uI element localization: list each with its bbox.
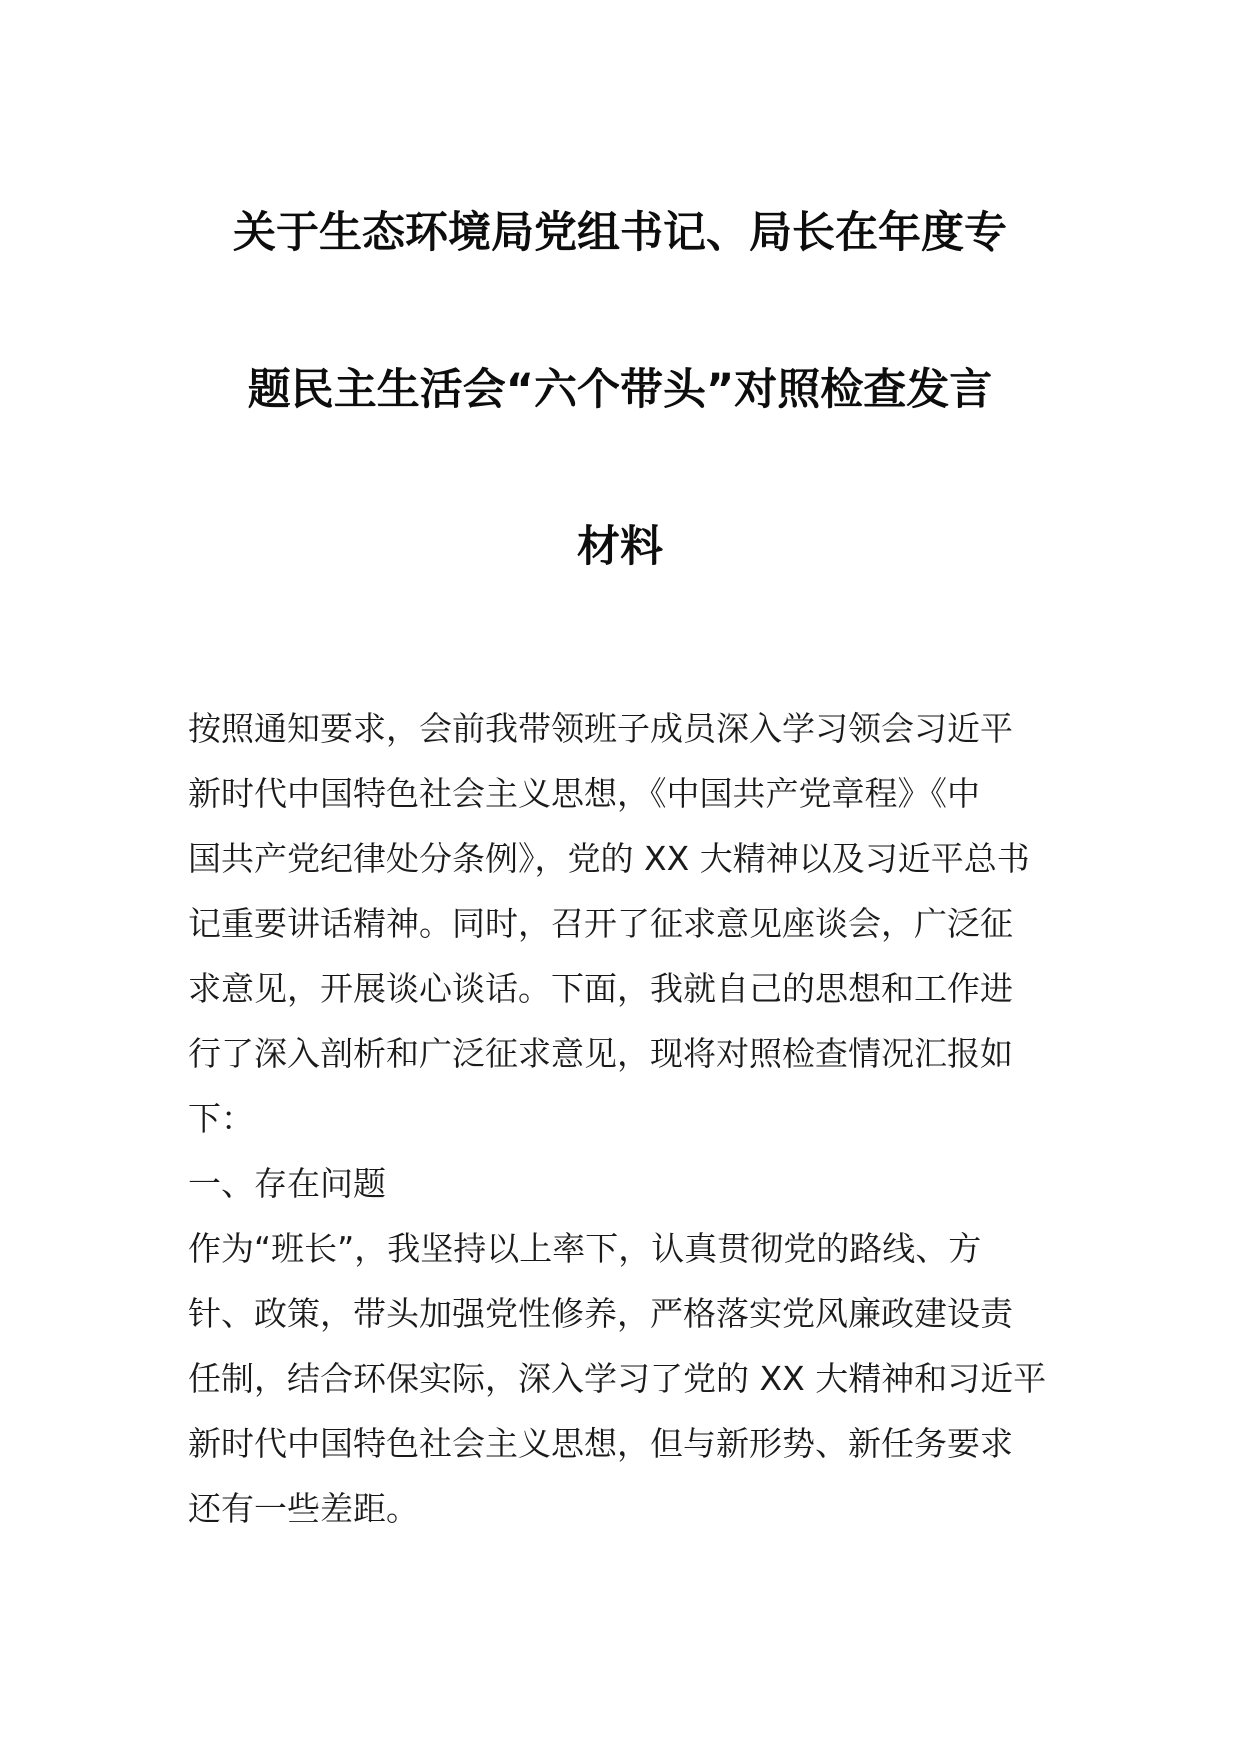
paragraph-line: 新时代中国特色社会主义思想，但与新形势、新任务要求 bbox=[188, 1424, 1013, 1463]
paragraph-line: 下： bbox=[188, 1099, 254, 1138]
paragraph-line: 针、政策，带头加强党性修养，严格落实党风廉政建设责 bbox=[188, 1294, 1013, 1333]
paragraph-line: 记重要讲话精神。同时，召开了征求意见座谈会，广泛征 bbox=[188, 904, 1013, 943]
document-title-line-3: 材料 bbox=[577, 522, 663, 572]
paragraph-line: 行了深入剖析和广泛征求意见，现将对照检查情况汇报如 bbox=[188, 1034, 1013, 1073]
document-title-line-2: 题民主生活会“六个带头”对照检查发言 bbox=[247, 365, 993, 415]
paragraph-line: 新时代中国特色社会主义思想，《中国共产党章程》《中 bbox=[188, 774, 980, 813]
paragraph-line: 按照通知要求，会前我带领班子成员深入学习领会习近平 bbox=[188, 709, 1013, 748]
document-title-line-1: 关于生态环境局党组书记、局长在年度专 bbox=[233, 208, 1007, 258]
paragraph-line: 求意见，开展谈心谈话。下面，我就自己的思想和工作进 bbox=[188, 969, 1013, 1008]
paragraph-line: 任制，结合环保实际，深入学习了党的 XX 大精神和习近平 bbox=[188, 1359, 1047, 1398]
paragraph-line: 国共产党纪律处分条例》，党的 XX 大精神以及习近平总书 bbox=[188, 839, 1030, 878]
section-heading: 一、存在问题 bbox=[188, 1164, 386, 1203]
paragraph-line: 还有一些差距。 bbox=[188, 1489, 419, 1528]
paragraph-line: 作为“班长”，我坚持以上率下，认真贯彻党的路线、方 bbox=[188, 1229, 982, 1268]
